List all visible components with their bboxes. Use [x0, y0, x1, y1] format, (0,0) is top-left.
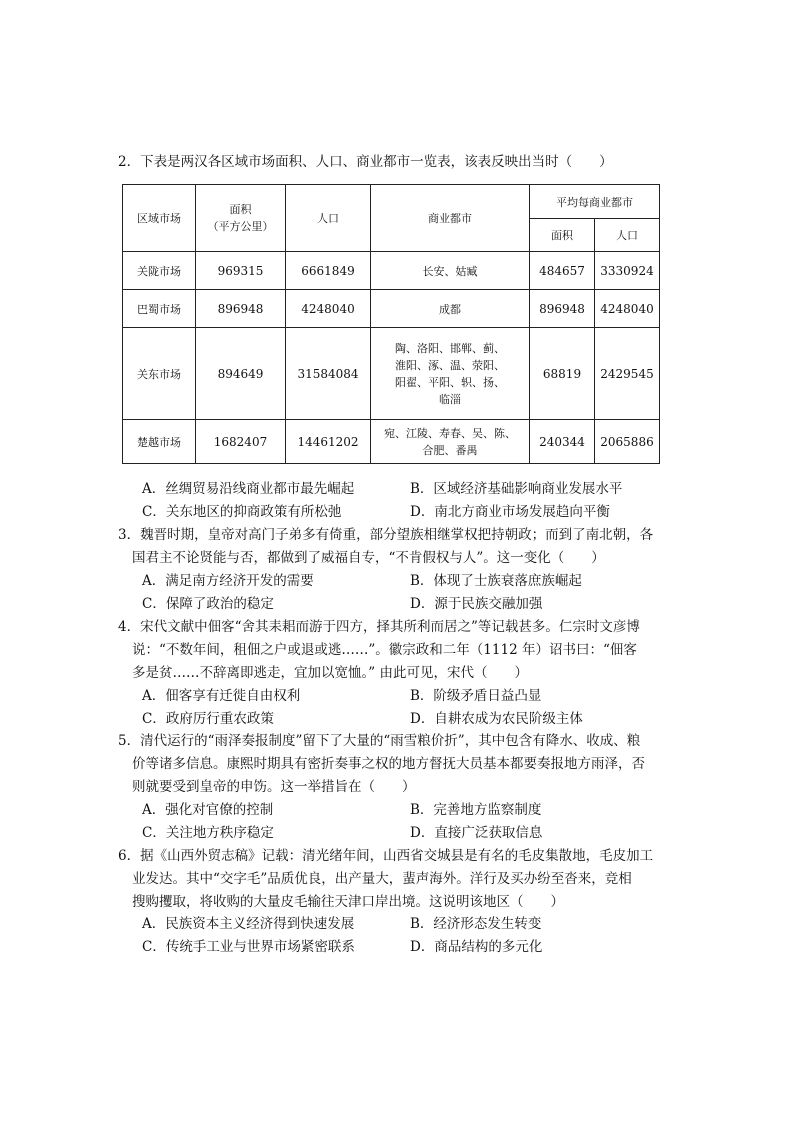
- cell-population: 14461202: [286, 420, 371, 464]
- stem-line: 则就要受到皇帝的申饬。这一举措旨在（ ）: [132, 779, 416, 795]
- option-c[interactable]: C．关注地方秩序稳定: [142, 825, 274, 841]
- option-b[interactable]: B．经济形态发生转变: [410, 916, 542, 932]
- stem-line: 说：“不数年间，租佃之户或退或逃……”。徽宗政和二年（1112 年）诏书曰：“佃客: [132, 642, 637, 658]
- option-d[interactable]: D．直接广泛获取信息: [410, 825, 543, 841]
- question-5-options: [142, 799, 678, 845]
- cities-line: 宛、江陵、寿春、吴、陈、: [384, 426, 516, 440]
- cell-avg-population: 2065886: [595, 420, 660, 464]
- cell-avg-area: 240344: [530, 420, 595, 464]
- cell-area: 969315: [196, 252, 286, 290]
- option-a[interactable]: A．强化对官僚的控制: [142, 802, 274, 818]
- option-b[interactable]: B．区域经济基础影响商业发展水平: [410, 481, 623, 497]
- stem-line: 6．据《山西外贸志稿》记载：清光绪年间，山西省交城县是有名的毛皮集散地，毛皮加工: [118, 848, 654, 864]
- cities-line: 淮阳、涿、温、荥阳、: [395, 358, 505, 372]
- option-d[interactable]: D．南北方商业市场发展趋向平衡: [410, 504, 610, 520]
- table-row: [123, 420, 660, 464]
- stem-line: 业发达。其中“交字毛”品质优良，出产量大，蜚声海外。洋行及买办纷至沓来，竞相: [132, 871, 632, 887]
- question-4-stem: [118, 616, 678, 685]
- cell-avg-population: 3330924: [595, 252, 660, 290]
- table-row: [123, 252, 660, 290]
- cell-population: 4248040: [286, 290, 371, 328]
- header-area-unit: （平方公里）: [207, 220, 274, 233]
- option-c[interactable]: C．传统手工业与世界市场紧密联系: [142, 939, 355, 955]
- cell-cities: [371, 420, 530, 464]
- cities-line: 阳翟、平阳、轵、扬、: [395, 375, 505, 389]
- stem-line: 搜购攫取，将收购的大量皮毛输往天津口岸出境。这说明该地区（ ）: [132, 894, 564, 910]
- cell-avg-area: 896948: [530, 290, 595, 328]
- question-6-options: [142, 913, 678, 959]
- stem-line: 3．魏晋时期，皇帝对高门子弟多有倚重，部分望族相继掌权把持朝政；而到了南北朝，各: [118, 527, 654, 543]
- option-a[interactable]: A．佃客享有迁徙自由权利: [142, 688, 301, 704]
- option-c[interactable]: C．政府厉行重农政策: [142, 711, 274, 727]
- cell-avg-area: 484657: [530, 252, 595, 290]
- question-4-options: [142, 685, 678, 731]
- option-a[interactable]: A．民族资本主义经济得到快速发展: [142, 916, 355, 932]
- header-avg-population: 人口: [595, 219, 660, 252]
- cell-population: 31584084: [286, 328, 371, 420]
- cities-line: 合肥、番禺: [422, 443, 478, 457]
- option-b[interactable]: B．阶级矛盾日益凸显: [410, 688, 542, 704]
- option-c[interactable]: C．关东地区的抑商政策有所松弛: [142, 504, 342, 520]
- question-2-options: [142, 478, 678, 524]
- cell-cities: 成都: [371, 290, 530, 328]
- question-5-stem: [118, 730, 678, 799]
- cell-avg-population: 2429545: [595, 328, 660, 420]
- stem-line: 4．宋代文献中佃客“舍其耒耜而游于四方，择其所利而居之”等记载甚多。仁宗时文彦博: [118, 619, 640, 635]
- header-cities: 商业都市: [371, 185, 530, 252]
- stem-line: 价等诸多信息。康熙时期具有密折奏事之权的地方督抚大员基本都要奏报地方雨泽，否: [132, 756, 645, 772]
- option-d[interactable]: D．自耕农成为农民阶级主体: [410, 711, 583, 727]
- cell-region: 楚越市场: [123, 420, 196, 464]
- header-avg-area: 面积: [530, 219, 595, 252]
- cell-area: 1682407: [196, 420, 286, 464]
- question-3-options: [142, 570, 678, 616]
- cell-region: 巴蜀市场: [123, 290, 196, 328]
- option-b[interactable]: B．完善地方监察制度: [410, 802, 542, 818]
- cell-avg-area: 68819: [530, 328, 595, 420]
- question-3-stem: [118, 524, 678, 570]
- header-area: [196, 185, 286, 252]
- option-d[interactable]: D．商品结构的多元化: [410, 939, 543, 955]
- cities-line: 陶、洛阳、邯郸、蓟、: [395, 341, 505, 355]
- cell-region: 关陇市场: [123, 252, 196, 290]
- cities-line: 临淄: [439, 392, 461, 406]
- option-d[interactable]: D．源于民族交融加强: [410, 596, 543, 612]
- question-6-stem: [118, 845, 678, 914]
- option-c[interactable]: C．保障了政治的稳定: [142, 596, 274, 612]
- cell-cities: [371, 328, 530, 420]
- cell-cities: 长安、姑臧: [371, 252, 530, 290]
- stem-line: 国君主不论贤能与否，都做到了威福自专，“不肯假权与人”。这一变化（ ）: [132, 550, 605, 566]
- cell-area: 894649: [196, 328, 286, 420]
- cell-avg-population: 4248040: [595, 290, 660, 328]
- option-a[interactable]: A．丝绸贸易沿线商业都市最先崛起: [142, 481, 355, 497]
- header-area-label: 面积: [229, 203, 252, 216]
- table-row: [123, 290, 660, 328]
- option-a[interactable]: A．满足南方经济开发的需要: [142, 573, 314, 589]
- stem-line: 5．清代运行的“雨泽奏报制度”留下了大量的“雨雪粮价折”，其中包含有降水、收成、粮: [118, 733, 641, 749]
- cell-region: 关东市场: [123, 328, 196, 420]
- market-table: [122, 184, 660, 464]
- cell-population: 6661849: [286, 252, 371, 290]
- cell-area: 896948: [196, 290, 286, 328]
- header-region: 区域市场: [123, 185, 196, 252]
- question-2-stem: 2．下表是两汉各区域市场面积、人口、商业都市一览表，该表反映出当时（ ）: [118, 154, 613, 170]
- header-avg: 平均每商业都市: [530, 185, 660, 219]
- stem-line: 多是贫……不辞离即逃走，宜加以宽恤。” 由此可见，宋代（ ）: [132, 665, 528, 681]
- header-population: 人口: [286, 185, 371, 252]
- option-b[interactable]: B．体现了士族衰落庶族崛起: [410, 573, 582, 589]
- table-row: [123, 328, 660, 420]
